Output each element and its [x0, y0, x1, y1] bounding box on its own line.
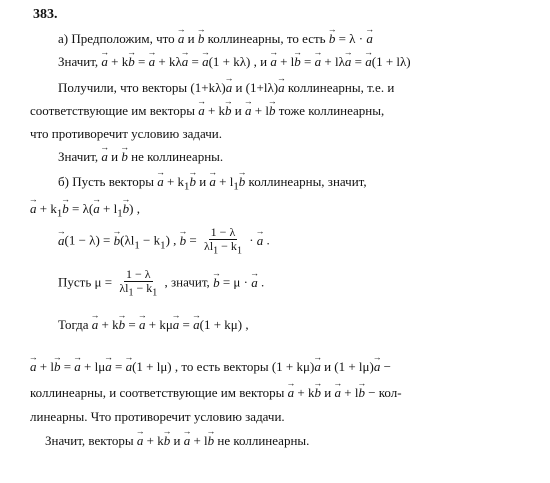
- text-line-14: линеарны. Что противоречит условию задачи.: [30, 409, 285, 424]
- text-line-13: коллинеарны, и соответствующие им векторы → a + k→ b и → a + l→ b − кол-: [30, 385, 402, 400]
- text-line-8: → $a + k_1\to b = \lambda(\to a + l_1\to b)$ ,: [30, 201, 140, 222]
- text-line-9: → a(1 − λ) = → $b(\lambda l_1 - k_1)$ , → b = $\frac{1 - \lambda}{\lambda l_1 - k_1}$ · → a .: [58, 226, 270, 257]
- text-line-7: б) Пусть векторы → $a + k_1\to b$ $и \to a + l_1\to b$ коллинеарны, значит,: [58, 174, 367, 195]
- problem-number: 383.: [33, 7, 58, 22]
- text-line-5: что противоречит условию задачи.: [30, 126, 222, 141]
- text-line-12: → a + l→ b = → a + lμ→ a = → a(1 + lμ) , то есть векторы (1 + kμ)→ a и (1 + lμ)→ a −: [30, 359, 391, 374]
- text-line-15: Значит, векторы → a + k→ b и → a + l→ b не коллинеарны.: [45, 433, 309, 448]
- text-line-3: Получили, что векторы (1+kλ)→ a и (1+lλ)→ a коллинеарны, т.е. и: [58, 80, 394, 95]
- text-line-4: соответствующие им векторы → a + k→ b и → a + l→ b тоже коллинеарны,: [30, 103, 384, 118]
- text-line-11: Тогда → a + k→ b = → a + kμ→ a = → a(1 + kμ) ,: [58, 317, 249, 332]
- text-line-6: Значит, → a и → b не коллинеарны.: [58, 149, 223, 164]
- text-line-10: Пусть μ = $\frac{1 - \lambda}{\lambda l_1 - k_1}$ , значит, → b = μ · → a .: [58, 268, 264, 299]
- text-line-2: Значит, → a + k→ b = → a + kλ→ a = → a(1 + kλ) , и → a + l→ b = → a + lλ→ a = → a(1 + lλ): [58, 54, 411, 69]
- text-line-1: а) Предположим, что → a и → b коллинеарны, то есть → b = λ · → a: [58, 31, 373, 46]
